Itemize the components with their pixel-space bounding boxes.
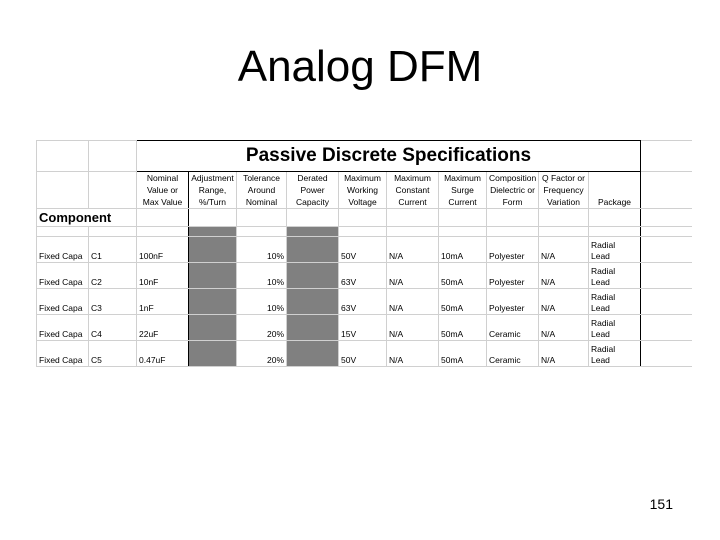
column-header-line: Nominal <box>245 197 278 207</box>
surge-current-cell: 50mA <box>439 289 487 315</box>
column-header-line: Range, <box>198 185 227 195</box>
column-header-line: Package <box>597 197 632 207</box>
package-line: Radial <box>591 344 616 354</box>
nominal-value-cell: 100nF <box>137 237 189 263</box>
nominal-value-cell: 22uF <box>137 315 189 341</box>
package-cell <box>589 315 641 341</box>
surge-current-cell: 10mA <box>439 237 487 263</box>
column-header-line: Adjustment <box>191 173 234 183</box>
column-header-line: Value or <box>146 185 179 195</box>
voltage-cell: 50V <box>339 341 387 367</box>
package-line: Lead <box>591 277 610 287</box>
component-type-cell: Fixed Capa <box>37 315 89 341</box>
package-cell <box>589 263 641 289</box>
column-header-line: Max Value <box>142 197 183 207</box>
voltage-cell: 50V <box>339 237 387 263</box>
surge-current-cell: 50mA <box>439 263 487 289</box>
derated-power-cell <box>287 237 339 263</box>
empty-cell <box>641 289 693 315</box>
column-header-line: Tolerance <box>243 173 280 183</box>
component-type-cell: Fixed Capa <box>37 341 89 367</box>
column-header-line <box>591 172 638 184</box>
reference-cell: C2 <box>89 263 137 289</box>
composition-cell: Polyester <box>487 263 539 289</box>
reference-cell: C1 <box>89 237 137 263</box>
adjustment-cell <box>189 315 237 341</box>
q-factor-cell: N/A <box>539 289 589 315</box>
package-line: Radial <box>591 292 616 302</box>
column-header-line: Form <box>502 197 523 207</box>
reference-cell: C5 <box>89 341 137 367</box>
column-header <box>137 172 189 209</box>
column-header-line: Nominal <box>146 173 179 183</box>
composition-cell: Ceramic <box>487 341 539 367</box>
reference-cell: C4 <box>89 315 137 341</box>
nominal-value-cell: 0.47uF <box>137 341 189 367</box>
column-header <box>189 172 237 209</box>
tolerance-cell: 20% <box>237 315 287 341</box>
package-cell <box>589 341 641 367</box>
column-header-line: Surge <box>451 185 474 195</box>
surge-current-cell: 50mA <box>439 341 487 367</box>
package-line: Lead <box>591 251 610 261</box>
package-cell <box>589 237 641 263</box>
package-line: Radial <box>591 318 616 328</box>
derated-power-cell <box>287 289 339 315</box>
column-header-line: Maximum <box>444 173 481 183</box>
column-header-line: Maximum <box>394 173 431 183</box>
slide-title: Analog DFM <box>237 42 483 91</box>
derated-power-cell <box>287 341 339 367</box>
voltage-cell: 63V <box>339 263 387 289</box>
voltage-cell: 15V <box>339 315 387 341</box>
tolerance-cell: 20% <box>237 341 287 367</box>
reference-cell: C3 <box>89 289 137 315</box>
column-header-line: Power <box>300 185 325 195</box>
constant-current-cell: N/A <box>387 341 439 367</box>
component-type-cell: Fixed Capa <box>37 263 89 289</box>
constant-current-cell: N/A <box>387 263 439 289</box>
column-header-line: Working <box>346 185 379 195</box>
package-line: Lead <box>591 329 610 339</box>
column-header <box>339 172 387 209</box>
package-line: Radial <box>591 266 616 276</box>
derated-power-cell <box>287 263 339 289</box>
voltage-cell: 63V <box>339 289 387 315</box>
surge-current-cell: 50mA <box>439 315 487 341</box>
column-header-line: Variation <box>547 197 580 207</box>
component-type-cell: Fixed Capa <box>37 237 89 263</box>
derated-power-cell <box>287 315 339 341</box>
column-header-line <box>591 184 638 196</box>
empty-cell <box>641 341 693 367</box>
component-label: Component <box>37 209 137 227</box>
column-header <box>387 172 439 209</box>
empty-cell <box>641 315 693 341</box>
column-header-line: Constant <box>395 185 430 195</box>
empty-cell <box>641 263 693 289</box>
component-type-cell: Fixed Capa <box>37 289 89 315</box>
column-header <box>237 172 287 209</box>
column-header-line: Current <box>398 197 427 207</box>
column-header <box>439 172 487 209</box>
table-row <box>37 263 693 289</box>
package-line: Lead <box>591 355 610 365</box>
table-row <box>37 315 693 341</box>
column-header <box>487 172 539 209</box>
adjustment-cell <box>189 289 237 315</box>
tolerance-cell: 10% <box>237 263 287 289</box>
table-title: Passive Discrete Specifications <box>137 141 641 172</box>
composition-cell: Polyester <box>487 237 539 263</box>
adjustment-cell <box>189 341 237 367</box>
package-line: Radial <box>591 240 616 250</box>
column-header-line: Dielectric or <box>490 185 535 195</box>
page-number: 151 <box>649 496 673 512</box>
package-line: Lead <box>591 303 610 313</box>
table-row <box>37 341 693 367</box>
package-cell <box>589 289 641 315</box>
column-header-line: %/Turn <box>198 197 227 207</box>
column-header <box>287 172 339 209</box>
q-factor-cell: N/A <box>539 315 589 341</box>
nominal-value-cell: 1nF <box>137 289 189 315</box>
column-header <box>589 172 641 209</box>
adjustment-cell <box>189 237 237 263</box>
table-row <box>37 289 693 315</box>
constant-current-cell: N/A <box>387 315 439 341</box>
adjustment-cell <box>189 263 237 289</box>
empty-cell <box>641 237 693 263</box>
column-header-line: Maximum <box>344 173 381 183</box>
column-header-line: Composition <box>489 173 537 183</box>
column-header-line: Q Factor or <box>542 173 585 183</box>
tolerance-cell: 10% <box>237 289 287 315</box>
q-factor-cell: N/A <box>539 237 589 263</box>
column-header-line: Derated <box>297 173 328 183</box>
composition-cell: Polyester <box>487 289 539 315</box>
column-header-line: Frequency <box>543 185 584 195</box>
column-header-line: Capacity <box>295 197 330 207</box>
q-factor-cell: N/A <box>539 263 589 289</box>
tolerance-cell: 10% <box>237 237 287 263</box>
nominal-value-cell: 10nF <box>137 263 189 289</box>
column-header-line: Around <box>247 185 276 195</box>
column-header <box>539 172 589 209</box>
constant-current-cell: N/A <box>387 289 439 315</box>
constant-current-cell: N/A <box>387 237 439 263</box>
q-factor-cell: N/A <box>539 341 589 367</box>
column-header-line: Voltage <box>348 197 377 207</box>
column-header-line: Current <box>448 197 477 207</box>
spec-table <box>36 140 692 367</box>
table-row <box>37 237 693 263</box>
spec-spreadsheet <box>36 140 692 368</box>
composition-cell: Ceramic <box>487 315 539 341</box>
